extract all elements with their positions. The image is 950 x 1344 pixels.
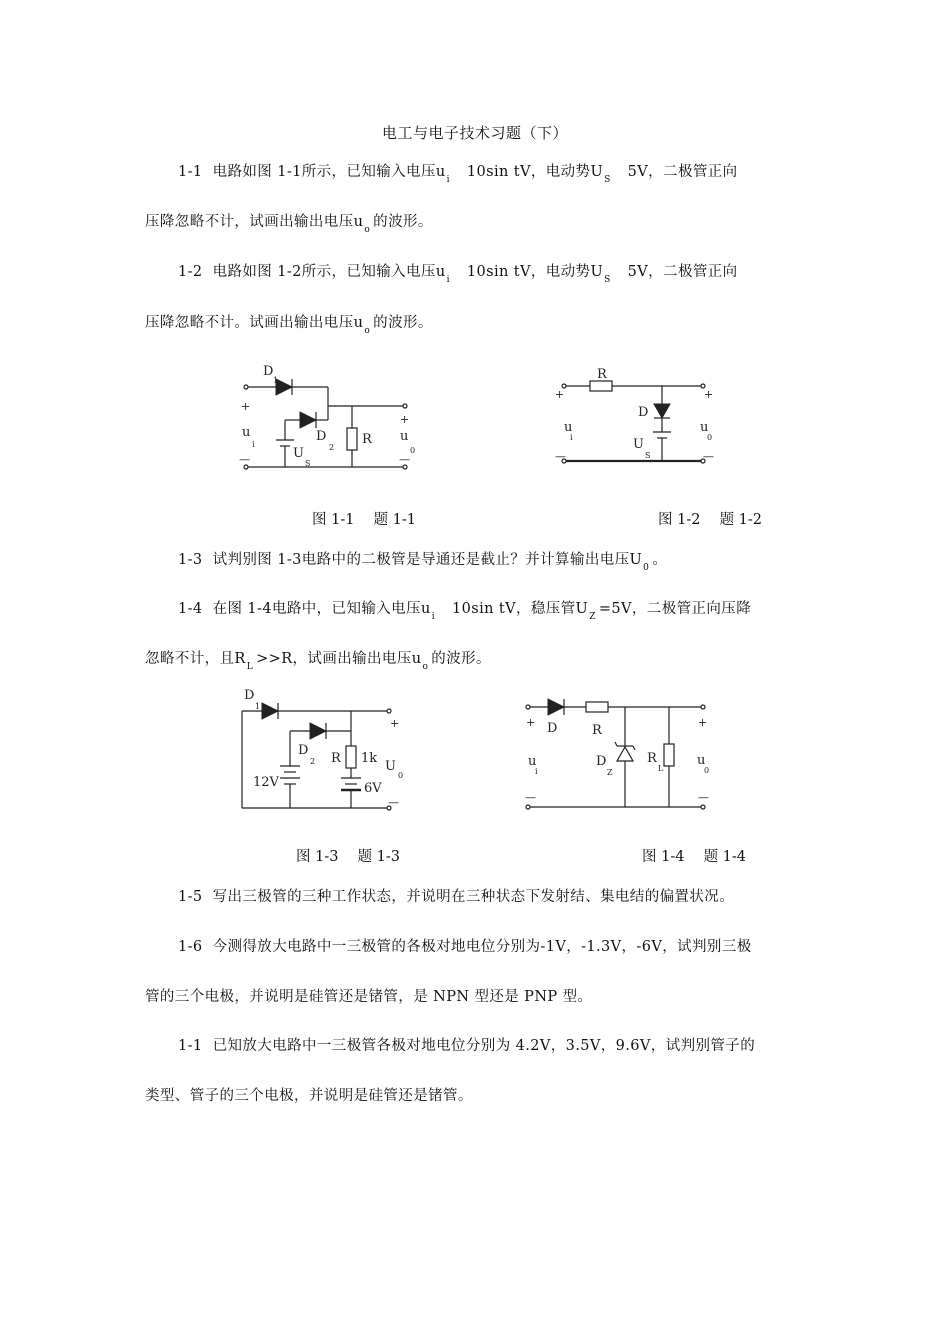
svg-text:+: + bbox=[704, 388, 714, 401]
svg-text:+: + bbox=[526, 716, 536, 729]
svg-text:Z: Z bbox=[607, 768, 613, 777]
label-d: D bbox=[638, 405, 649, 420]
svg-text:i: i bbox=[570, 433, 573, 442]
figure-1-4-caption: 图 1-4 题 1-4 bbox=[642, 849, 747, 865]
svg-text:1: 1 bbox=[273, 376, 279, 385]
label-us: U bbox=[293, 446, 304, 461]
label-r: R bbox=[362, 432, 372, 447]
label-1k: 1k bbox=[361, 751, 378, 766]
label-d2: D bbox=[298, 743, 309, 758]
svg-text:—: — bbox=[399, 453, 410, 466]
svg-text:+: + bbox=[698, 716, 708, 729]
svg-text:—: — bbox=[388, 796, 399, 809]
label-ui: u bbox=[528, 754, 537, 769]
svg-text:+: + bbox=[555, 388, 565, 401]
figure-1-1-caption: 图 1-1 题 1-1 bbox=[312, 512, 417, 528]
svg-text:+: + bbox=[400, 413, 410, 426]
figure-1-1-circuit bbox=[230, 360, 430, 480]
svg-text:S: S bbox=[305, 459, 311, 468]
problem-1-5: 1-5 写出三极管的三种工作状态，并说明在三种状态下发射结、集电结的偏置状况。 bbox=[178, 889, 735, 905]
svg-text:0: 0 bbox=[707, 433, 713, 442]
figure-1-2-caption: 图 1-2 题 1-2 bbox=[658, 512, 763, 528]
svg-text:—: — bbox=[703, 450, 714, 463]
label-12v: 12V bbox=[253, 775, 279, 790]
svg-text:i: i bbox=[535, 767, 538, 776]
problem-1-2-line2: 压降忽略不计。试画出输出电压$u_o$ 的波形。 bbox=[145, 315, 433, 336]
svg-text:2: 2 bbox=[329, 443, 335, 452]
svg-text:2: 2 bbox=[310, 757, 316, 766]
figure-1-4-circuit bbox=[520, 690, 720, 815]
problem-1-6-line1: 1-6 今测得放大电路中一三极管的各极对地电位分别为-1V，-1.3V，-6V，试判别三极 bbox=[178, 939, 752, 955]
svg-text:—: — bbox=[698, 791, 709, 804]
label-rl: R bbox=[647, 751, 657, 766]
label-dz: D bbox=[596, 754, 607, 769]
svg-text:0: 0 bbox=[410, 446, 416, 455]
figure-1-2-circuit bbox=[550, 364, 725, 474]
label-d1: D bbox=[263, 364, 274, 379]
svg-text:S: S bbox=[645, 451, 651, 460]
problem-1-7-line1: 1-1 已知放大电路中一三极管各极对地电位分别为 4.2V，3.5V，9.6V，试判别管子的 bbox=[178, 1038, 756, 1054]
label-6v: 6V bbox=[364, 781, 382, 796]
label-d: D bbox=[547, 721, 558, 736]
figure-1-3-caption: 图 1-3 题 1-3 bbox=[296, 849, 401, 865]
svg-text:1: 1 bbox=[255, 702, 261, 711]
page-title: 电工与电子技术习题（下） bbox=[381, 124, 568, 142]
label-uo: u bbox=[400, 429, 409, 444]
problem-1-6-line2: 管的三个电极，并说明是硅管还是锗管，是 NPN 型还是 PNP 型。 bbox=[145, 989, 593, 1005]
problem-1-1-line2: 压降忽略不计，试画出输出电压$u_o$ 的波形。 bbox=[145, 214, 433, 235]
svg-text:—: — bbox=[555, 450, 566, 463]
svg-text:L: L bbox=[658, 764, 664, 773]
label-uo: u bbox=[700, 420, 709, 435]
problem-1-1-line1: 1-1 电路如图 1-1所示，已知输入电压$u_i$ 10sin tV，电动势$U_S$ 5V，二极管正向 bbox=[178, 164, 738, 185]
svg-text:0: 0 bbox=[704, 766, 710, 775]
problem-1-2-line1: 1-2 电路如图 1-2所示，已知输入电压$u_i$ 10sin tV，电动势$U_S$ 5V，二极管正向 bbox=[178, 264, 738, 285]
svg-text:i: i bbox=[252, 440, 255, 449]
label-ui: u bbox=[242, 425, 251, 440]
label-r: R bbox=[331, 751, 341, 766]
label-us: U bbox=[633, 437, 644, 452]
svg-text:+: + bbox=[241, 400, 251, 413]
label-ui: u bbox=[564, 420, 573, 435]
svg-text:—: — bbox=[239, 453, 250, 466]
svg-text:—: — bbox=[525, 791, 536, 804]
problem-1-4-line2: 忽略不计，且$R_L >>R$，试画出输出电压$u_o$ 的波形。 bbox=[145, 651, 491, 672]
svg-text:+: + bbox=[390, 717, 400, 730]
svg-text:0: 0 bbox=[398, 771, 404, 780]
label-r: R bbox=[597, 367, 607, 382]
problem-1-3: 1-3 试判别图 1-3电路中的二极管是导通还是截止？并计算输出电压$U_0$ 。 bbox=[178, 552, 668, 573]
problem-1-4-line1: 1-4 在图 1-4电路中，已知输入电压$u_i$ 10sin tV，稳压管$U_Z =5V$，二极管正向压降 bbox=[178, 601, 752, 622]
figure-1-3-circuit bbox=[234, 684, 414, 814]
label-uo: U bbox=[385, 759, 396, 774]
problem-1-7-line2: 类型、管子的三个电极，并说明是硅管还是锗管。 bbox=[145, 1088, 473, 1104]
label-d2: D bbox=[316, 429, 327, 444]
label-r: R bbox=[592, 723, 602, 738]
label-d1: D bbox=[244, 688, 255, 703]
label-uo: u bbox=[697, 753, 706, 768]
